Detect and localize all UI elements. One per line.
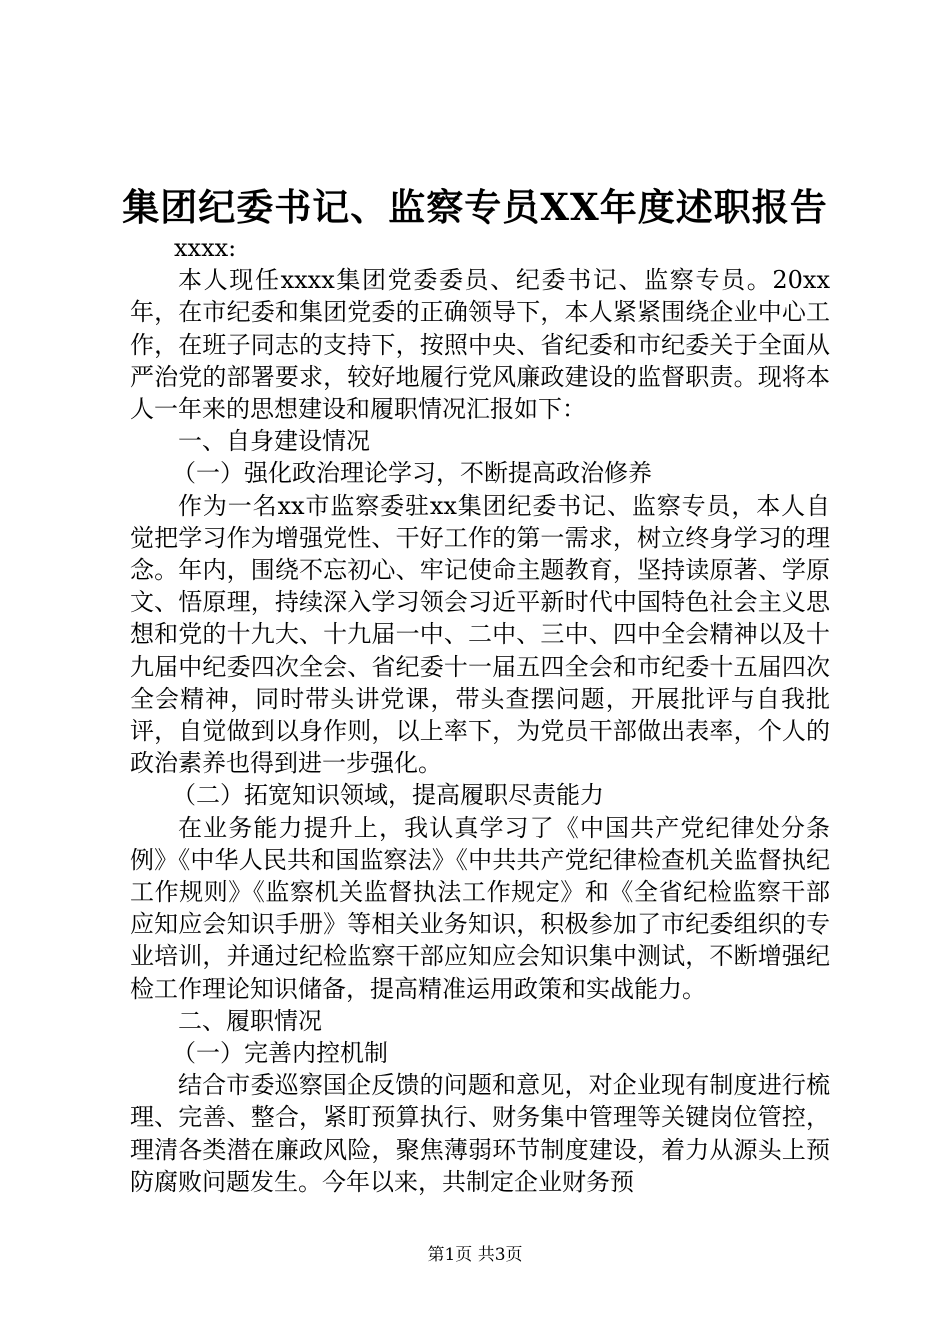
document-body <box>130 232 830 1198</box>
paragraph-2-1: 结合市委巡察国企反馈的问题和意见，对企业现有制度进行梳理、完善、整合，紧盯预算执行、财务集中管理等关键岗位管控，理清各类潜在廉政风险，聚焦薄弱环节制度建设，着力从源头上预防腐败问题发生。今年以来，共制定企业财务预 <box>130 1071 830 1196</box>
section-heading-1: 一、自身建设情况 <box>178 427 370 456</box>
paragraph-1-1: 作为一名xx市监察委驻xx集团纪委书记、监察专员，本人自觉把学习作为增强党性、干好工作的第一需求，树立终身学习的理念。年内，围绕不忘初心、牢记使命主题教育，坚持读原著、学原文、悟原理，持续深入学习领会习近平新时代中国特色社会主义思想和党的十九大、十九届一中、二中、三中、四中全会精神以及十九届中纪委四次全会、省纪委十一届五四全会和市纪委十五届四次全会精神，同时带头讲党课，带头查摆问题，开展批评与自我批评，自觉做到以身作则，以上率下，为党员干部做出表率，个人的政治素养也得到进一步强化。 <box>130 491 830 778</box>
subsection-heading-1-2: （二）拓宽知识领域，提高履职尽责能力 <box>172 781 604 810</box>
subsection-heading-2-1: （一）完善内控机制 <box>172 1039 388 1068</box>
section-heading-2: 二、履职情况 <box>178 1006 322 1035</box>
subsection-heading-1-1: （一）强化政治理论学习，不断提高政治修养 <box>172 459 652 488</box>
paragraph-1-2: 在业务能力提升上，我认真学习了《中国共产党纪律处分条例》《中华人民共和国监察法》《中共共产党纪律检查机关监督执纪工作规则》《监察机关监督执法工作规定》和《全省纪检监察干部应知应会知识手册》等相关业务知识，积极参加了市纪委组织的专业培训，并通过纪检监察干部应知应会知识集中测试，不断增强纪检工作理论知识储备，提高精准运用政策和实战能力。 <box>130 813 830 1003</box>
salutation: xxxx: <box>174 234 237 262</box>
document-title: 集团纪委书记、监察专员XX年度述职报告 <box>122 185 828 229</box>
paragraph-intro: 本人现任xxxx集团党委委员、纪委书记、监察专员。20xx年，在市纪委和集团党委的正确领导下，本人紧紧围绕企业中心工作，在班子同志的支持下，按照中央、省纪委和市纪委关于全面从严治党的部署要求，较好地履行党风廉政建设的监督职责。现将本人一年来的思想建设和履职情况汇报如下： <box>130 266 830 424</box>
page-footer: 第1页 共3页 <box>427 1245 523 1265</box>
